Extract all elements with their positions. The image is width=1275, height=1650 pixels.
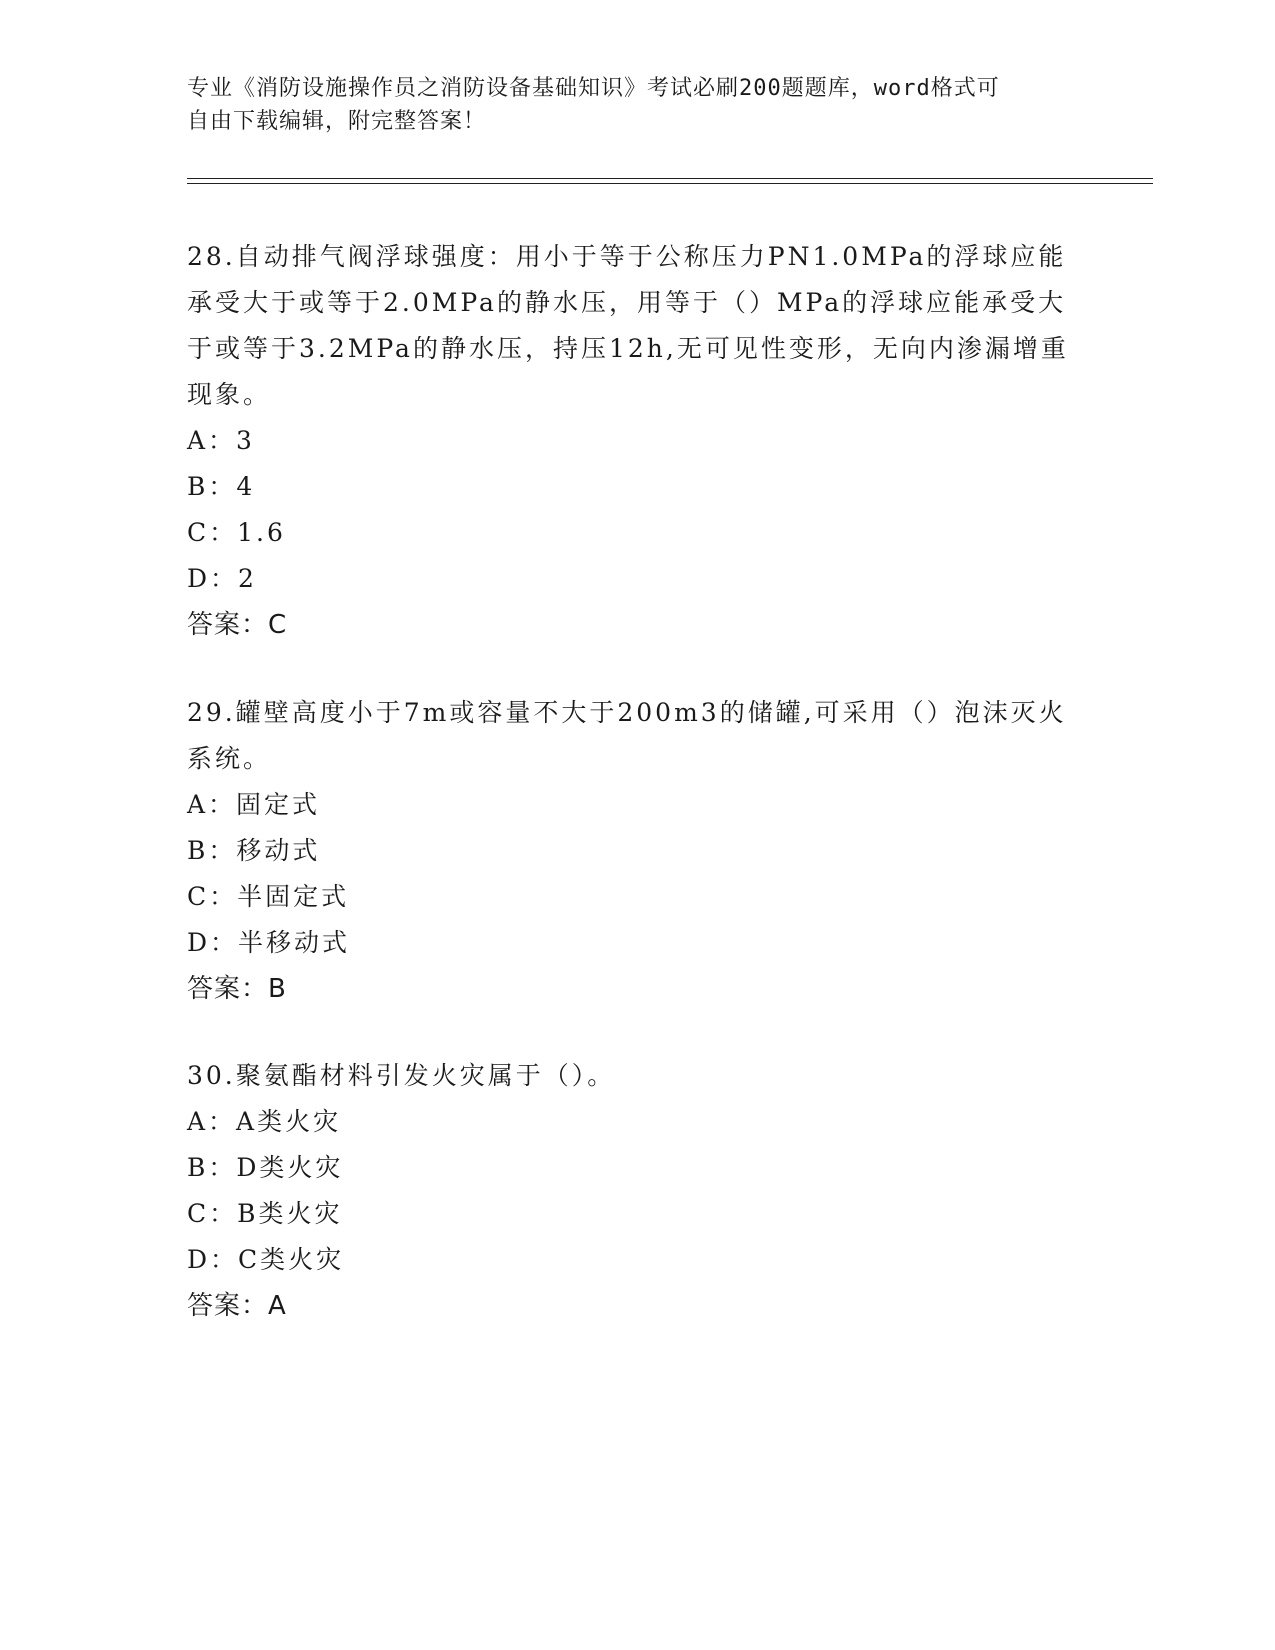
question-text-line: 系统。	[187, 744, 272, 773]
header-line-2: 自由下载编辑，附完整答案！	[187, 109, 487, 134]
option-c: C：B类火灾	[187, 1199, 343, 1228]
option-d: D：2	[187, 564, 257, 593]
option-c: C：1.6	[187, 518, 286, 547]
option-a: A：固定式	[187, 790, 321, 819]
header-divider-top	[187, 178, 1153, 179]
option-a: A：3	[187, 426, 255, 455]
question-text-line: 29.罐壁高度小于7m或容量不大于200m3的储罐,可采用（）泡沫灭火	[187, 698, 1067, 727]
question-text-line: 于或等于3.2MPa的静水压，持压12h,无可见性变形，无向内渗漏增重	[187, 334, 1069, 363]
question-28	[187, 234, 1087, 648]
question-text-line: 30.聚氨酯材料引发火灾属于（）。	[187, 1061, 616, 1090]
option-a: A：A类火灾	[187, 1107, 342, 1136]
option-c: C：半固定式	[187, 882, 350, 911]
answer: 答案：C	[187, 610, 288, 640]
question-text-line: 28.自动排气阀浮球强度：用小于等于公称压力PN1.0MPa的浮球应能	[187, 242, 1067, 271]
answer: 答案：B	[187, 974, 287, 1004]
option-b: B：4	[187, 472, 256, 501]
option-b: B：移动式	[187, 836, 321, 865]
question-text-line: 现象。	[187, 380, 272, 409]
option-d: D：半移动式	[187, 928, 351, 957]
question-30	[187, 1053, 1087, 1329]
option-d: D：C类火灾	[187, 1245, 345, 1274]
option-b: B：D类火灾	[187, 1153, 344, 1182]
question-29	[187, 690, 1087, 1012]
question-text-line: 承受大于或等于2.0MPa的静水压，用等于（）MPa的浮球应能承受大	[187, 288, 1067, 317]
answer: 答案：A	[187, 1291, 287, 1321]
header-divider-bottom	[187, 183, 1153, 184]
header-line-1: 专业《消防设施操作员之消防设备基础知识》考试必刷200题题库，word格式可	[187, 76, 1000, 101]
document-header	[187, 72, 1067, 138]
